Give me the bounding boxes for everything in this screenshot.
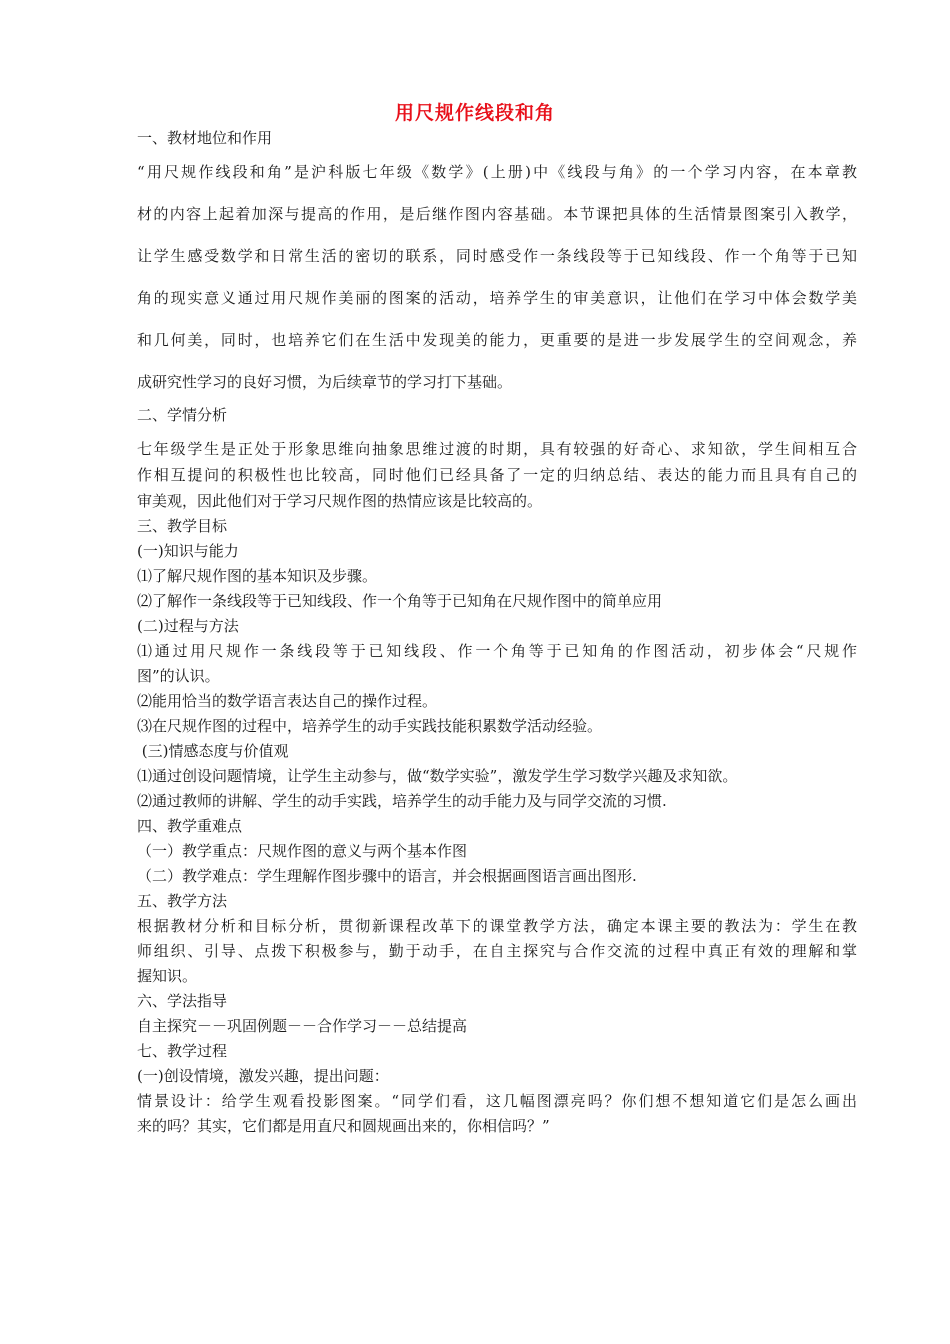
list-item: ⑴通过创设问题情境，让学生主动参与，做“数学实验”，激发学生学习数学兴趣及求知欲。 [137,767,738,785]
paragraph-line: 七年级学生是正处于形象思维向抽象思维过渡的时期，具有较强的好奇心、求知欲，学生间相互合 [137,440,857,458]
paragraph-line: 角的现实意义通过用尺规作美丽的图案的活动，培养学生的审美意识，让他们在学习中体会数学美 [137,289,857,307]
list-item: （一）教学重点：尺规作图的意义与两个基本作图 [137,842,468,860]
section-heading: 六、学法指导 [137,992,228,1010]
paragraph-line: 让学生感受数学和日常生活的密切的联系，同时感受作一条线段等于已知线段、作一个角等于已知 [137,247,857,265]
list-item: ⑴通过用尺规作一条线段等于已知线段、作一个角等于已知角的作图活动，初步体会“尺规作 [137,642,857,660]
list-item: 图”的认识。 [137,667,220,685]
list-item: ⑶在尺规作图的过程中，培养学生的动手实践技能积累数学活动经验。 [137,717,603,735]
paragraph-line: “用尺规作线段和角”是沪科版七年级《数学》(上册)中《线段与角》的一个学习内容，在本章教 [137,163,857,181]
subsection-heading: (一)创设情境，激发兴趣，提出问题： [137,1067,389,1085]
list-item: ⑵通过教师的讲解、学生的动手实践，培养学生的动手能力及与同学交流的习惯. [137,792,667,810]
list-item: ⑵能用恰当的数学语言表达自己的操作过程。 [137,692,438,710]
section-heading: 一、教材地位和作用 [137,129,273,147]
section-heading: 五、教学方法 [137,892,228,910]
paragraph-line: 成研究性学习的良好习惯，为后续章节的学习打下基础。 [137,373,513,391]
subsection-heading: (一)知识与能力 [137,542,239,560]
paragraph-line: 审美观，因此他们对于学习尺规作图的热情应该是比较高的。 [137,492,543,510]
subsection-heading: (二)过程与方法 [137,617,239,635]
paragraph-line: 来的吗？其实，它们都是用直尺和圆规画出来的，你相信吗？” [137,1117,550,1135]
section-heading: 三、教学目标 [137,517,228,535]
list-item: ⑵了解作一条线段等于已知线段、作一个角等于已知角在尺规作图中的简单应用 [137,592,663,610]
paragraph-line: 根据教材分析和目标分析，贯彻新课程改革下的课堂教学方法，确定本课主要的教法为：学生在教 [137,917,857,935]
subsection-heading: (三)情感态度与价值观 [137,742,289,760]
list-item: ⑴了解尺规作图的基本知识及步骤。 [137,567,378,585]
paragraph-line: 握知识。 [137,967,198,985]
paragraph-line: 师组织、引导、点拨下积极参与，勤于动手，在自主探究与合作交流的过程中真正有效的理解和掌 [137,942,857,960]
section-heading: 七、教学过程 [137,1042,228,1060]
paragraph-line: 材的内容上起着加深与提高的作用，是后继作图内容基础。本节课把具体的生活情景图案引入教学， [137,205,857,223]
paragraph-line: 情景设计：给学生观看投影图案。“同学们看，这几幅图漂亮吗？你们想不想知道它们是怎么画出 [137,1092,857,1110]
document-title: 用尺规作线段和角 [394,102,555,124]
paragraph-line: 自主探究－－巩固例题－－合作学习－－总结提高 [137,1017,468,1035]
paragraph-line: 作相互提问的积极性也比较高，同时他们已经具备了一定的归纳总结、表达的能力而且具有自己的 [137,466,857,484]
list-item: （二）教学难点：学生理解作图步骤中的语言，并会根据画图语言画出图形. [137,867,637,885]
section-heading: 四、教学重难点 [137,817,243,835]
section-heading: 二、学情分析 [137,406,228,424]
paragraph-line: 和几何美，同时，也培养它们在生活中发现美的能力，更重要的是进一步发展学生的空间观念，养 [137,331,857,349]
